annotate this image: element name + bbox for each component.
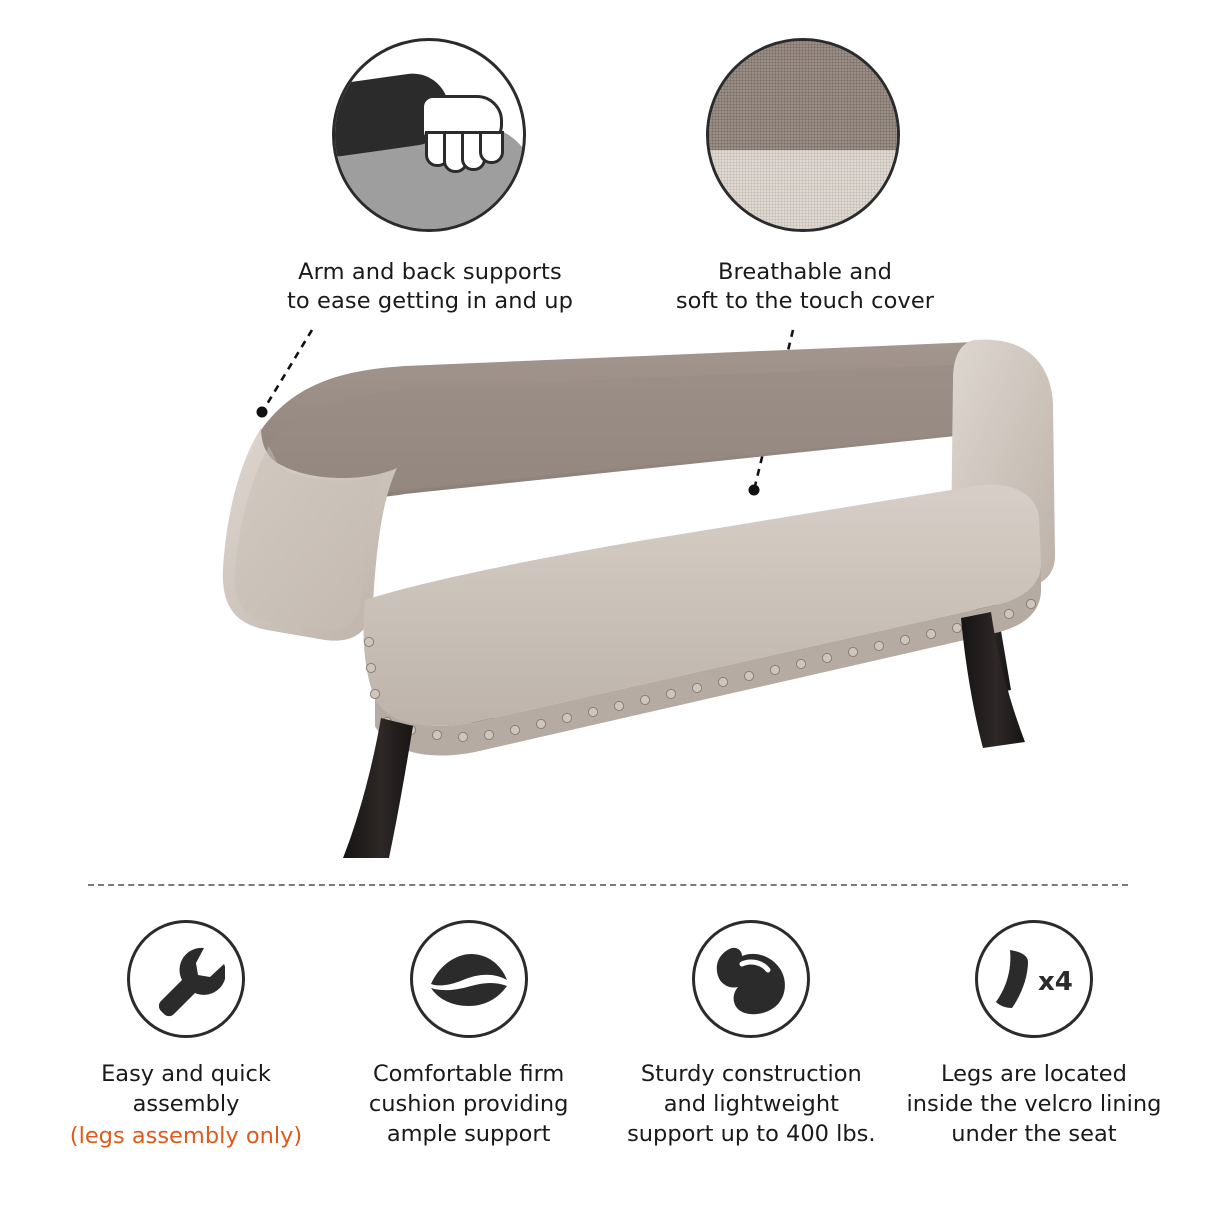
leg-count-badge: x4: [1037, 967, 1073, 997]
hand-on-armrest-icon: [332, 38, 526, 232]
feature-easy-assembly-text: [70, 1060, 302, 1152]
feature-firm-cushion: [333, 920, 605, 1150]
hand-shape: [421, 95, 513, 171]
bench-leg-front-left: [343, 718, 413, 858]
feature-list: [50, 920, 1170, 1152]
feature-1-line-2: assembly: [132, 1090, 240, 1117]
feature-4-line-1: Legs are located: [941, 1061, 1127, 1087]
bench-leg-front-right: [961, 612, 1025, 748]
cushion-icon: [410, 920, 528, 1038]
callout-label-arm-support: [250, 258, 610, 316]
feature-1-note: (legs assembly only): [69, 1122, 303, 1149]
feature-legs-location-text: [907, 1060, 1162, 1150]
feature-legs-location: [898, 920, 1170, 1150]
finger-4: [479, 131, 504, 164]
feature-2-line-3: ample support: [386, 1120, 551, 1147]
feature-sturdy-construction: [615, 920, 887, 1150]
feature-3-line-2: and lightweight: [663, 1090, 839, 1117]
bench-leg-icon: [975, 920, 1093, 1038]
callout-arm-line-1: Arm and back supports: [298, 259, 562, 285]
feature-firm-cushion-text: [369, 1060, 569, 1150]
feature-easy-assembly: [50, 920, 322, 1152]
feature-4-line-3: under the seat: [951, 1120, 1117, 1147]
callout-label-breathable-cover: [640, 258, 970, 316]
feature-2-line-2: cushion providing: [368, 1090, 569, 1117]
feature-4-line-2: inside the velcro lining: [906, 1090, 1162, 1117]
feature-3-line-1: Sturdy construction: [640, 1061, 862, 1087]
fabric-upper-weave: [709, 41, 897, 150]
wrench-icon: [127, 920, 245, 1038]
feature-1-line-1: Easy and quick: [101, 1061, 271, 1087]
feature-3-line-3: support up to 400 lbs.: [627, 1120, 876, 1147]
callout-fabric-line-2: soft to the touch cover: [675, 287, 935, 314]
flexed-bicep-icon: [692, 920, 810, 1038]
fabric-lower-weave: [709, 150, 897, 229]
feature-sturdy-construction-text: [627, 1060, 875, 1150]
callout-arm-line-2: to ease getting in and up: [287, 287, 573, 314]
section-divider: [88, 884, 1128, 886]
fabric-swatch-icon: [706, 38, 900, 232]
callout-fabric-line-1: Breathable and: [718, 259, 892, 285]
bench-illustration: [175, 318, 1055, 858]
feature-2-line-1: Comfortable firm: [372, 1061, 565, 1087]
